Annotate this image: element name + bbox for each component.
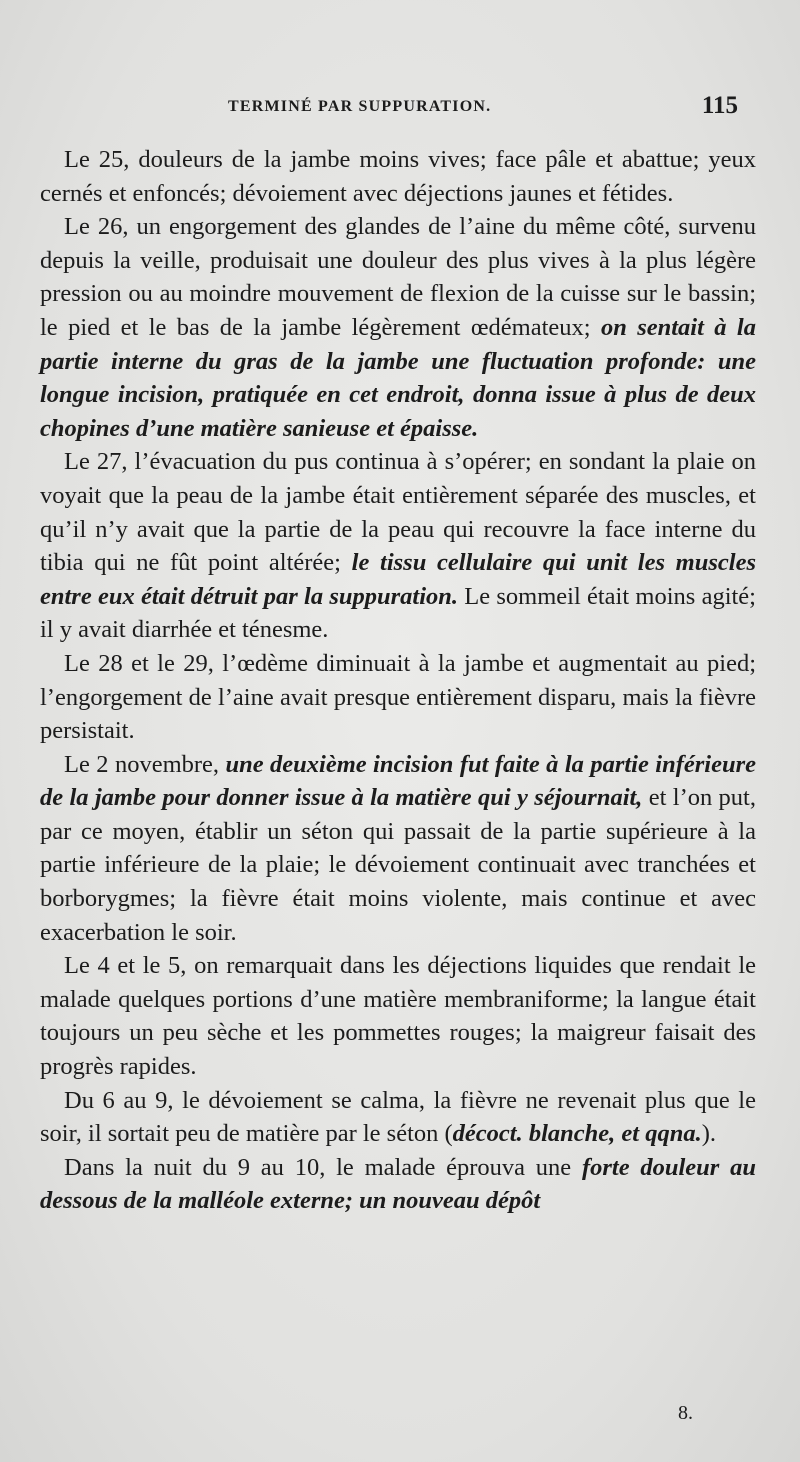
paragraph bbox=[40, 949, 756, 1083]
text-run: Le 2 novembre, bbox=[64, 750, 226, 778]
text-run: et l’on put, par ce moyen, établir un séton qui passait de la partie supérieure à la partie inférieure de la plaie; le dévoiement continuait avec tranchées et borborygmes; la fièvre était moins violente, mais continue et avec exacerbation le soir. bbox=[40, 784, 756, 946]
italic-passage: une deuxième incision fut faite à la partie inférieure de la jambe pour donner issue à la matière qui y séjournait, bbox=[40, 750, 756, 812]
page-number: 115 bbox=[701, 92, 738, 119]
running-head: TERMINÉ PAR SUPPURATION. bbox=[228, 98, 492, 115]
text-run: Le 25, douleurs de la jambe moins vives; face pâle et abattue; yeux cernés et enfoncés; dévoiement avec déjections jaunes et fétides. bbox=[40, 146, 756, 207]
text-run: Dans la nuit du 9 au 10, le malade éprouva une bbox=[64, 1153, 582, 1181]
paragraph bbox=[40, 143, 756, 210]
text-run: Du 6 au 9, le dévoiement se calma, la fièvre ne revenait plus que le soir, il sortait peu de matière par le séton ( bbox=[40, 1086, 756, 1148]
paragraph bbox=[40, 445, 756, 647]
paragraph bbox=[40, 748, 756, 950]
italic-passage: forte douleur au dessous de la malléole externe; un nouveau dépôt bbox=[40, 1153, 756, 1215]
signature-mark: 8. bbox=[678, 1402, 693, 1424]
text-run: Le 27, l’évacuation du pus continua à s’opérer; en sondant la plaie on voyait que la peau de la jambe était entièrement séparée des muscles, et qu’il n’y avait que la partie de la peau qui recouvre la face interne du tibia qui ne fût point altérée; bbox=[40, 448, 756, 577]
paragraph bbox=[40, 1151, 756, 1218]
italic-passage: on sentait à la partie interne du gras de la jambe une fluctuation profonde: une longue incision, pratiquée en cet endroit, donna issue à plus de deux chopines d’une matière sanieuse et épaisse. bbox=[40, 313, 756, 442]
body-text bbox=[40, 143, 756, 1218]
page-header bbox=[228, 92, 738, 128]
text-run: ). bbox=[701, 1120, 717, 1148]
paragraph bbox=[40, 210, 756, 445]
text-run: Le 28 et le 29, l’œdème diminuait à la jambe et augmentait au pied; l’engorgement de l’aine avait presque entièrement disparu, mais la fièvre persistait. bbox=[40, 649, 756, 745]
text-run: Le 26, un engorgement des glandes de l’aine du même côté, survenu depuis la veille, produisait une douleur des plus vives à la plus légère pression ou au moindre mouvement de flexion de la cuisse sur le bassin; le pied et le bas de la jambe légèrement œdémateux; bbox=[40, 213, 756, 341]
text-run: Le 4 et le 5, on remarquait dans les déjections liquides que rendait le malade quelques portions d’une matière membraniforme; la langue était toujours un peu sèche et les pommettes rouges; la maigreur faisait des progrès rapides. bbox=[40, 952, 756, 1081]
paragraph bbox=[40, 647, 756, 748]
text-run: Le sommeil était moins agité; il y avait diarrhée et ténesme. bbox=[40, 582, 756, 644]
italic-passage: le tissu cellulaire qui unit les muscles entre eux était détruit par la suppuration. bbox=[40, 549, 756, 610]
italic-passage: décoct. blanche, et qqna. bbox=[452, 1120, 702, 1148]
paragraph bbox=[40, 1084, 756, 1151]
